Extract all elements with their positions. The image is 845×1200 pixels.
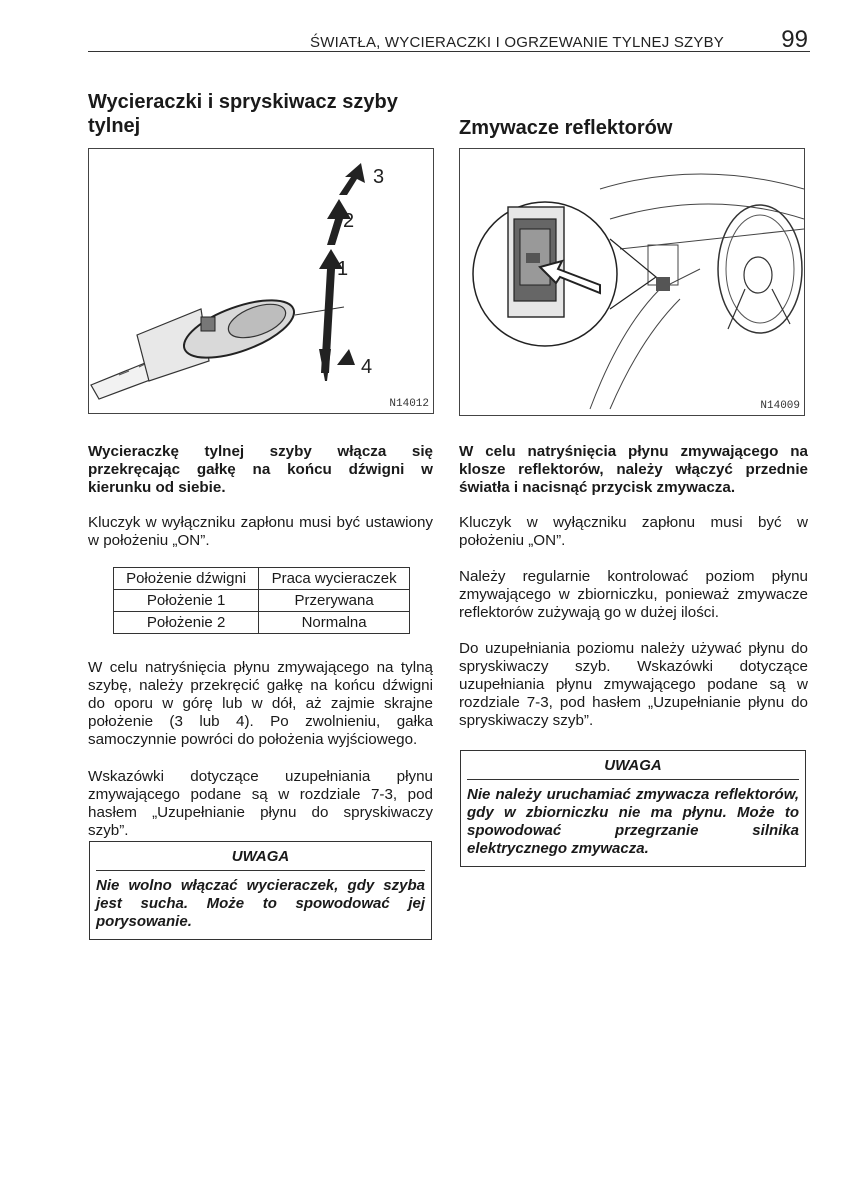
right-section-heading: Zmywacze reflektorów: [459, 117, 673, 139]
position-label-1: 1: [337, 258, 349, 280]
right-refill-text: Do uzupełniania poziomu należy używać płynu do spryskiwaczy szyb. Wskazówki dotyczące uzupełniania płynu zmywającego podane są w rozdziale 7-3, pod hasłem „Uzupełnianie płynu do spryskiwaczy szyb”.: [459, 640, 808, 729]
left-key-note: Kluczyk w wyłączniku zapłonu musi być ustawiony w położeniu „ON”.: [88, 514, 433, 549]
left-washer-text: W celu natryśnięcia płynu zmywającego na tylną szybę, należy przekręcić gałkę na końcu dźwigni do oporu w górę lub w dół, aż zajmie skrajne położenie (3 lub 4). Po zwolnieniu, gałka samoczynnie powróci do położenia wyjściowego.: [88, 659, 433, 748]
table-cell: Położenie 2: [114, 612, 259, 634]
right-key-note: Kluczyk w wyłączniku zapłonu musi być w położeniu „ON”.: [459, 514, 808, 549]
header-rule: [88, 51, 810, 52]
page-number: 99: [781, 26, 808, 53]
page-header: [88, 26, 808, 52]
right-intro-text: W celu natryśnięcia płynu zmywającego na klosze reflektorów, należy włączyć przednie światła i nacisnąć przycisk zmywacza.: [459, 443, 808, 496]
lever-position-table: [113, 567, 410, 634]
right-level-text: Należy regularnie kontrolować poziom płynu zmywającego w zbiorniczku, ponieważ zmywacze reflektorów zużywają go w dużej ilości.: [459, 568, 808, 621]
table-cell: Położenie 1: [114, 590, 259, 612]
caution-title: UWAGA: [231, 848, 290, 865]
table-header-row: [114, 568, 410, 590]
running-title: ŚWIATŁA, WYCIERACZKI I OGRZEWANIE TYLNEJ SZYBY: [310, 34, 724, 51]
caution-title: UWAGA: [604, 757, 662, 774]
left-intro-text: Wycieraczkę tylnej szyby włącza się przekręcając gałkę na końcu dźwigni w kierunku od siebie.: [88, 443, 433, 496]
figure-code: N14009: [760, 400, 800, 412]
right-column: [459, 116, 804, 140]
left-heading-line1: Wycieraczki i spryskiwacz szyby: [88, 91, 398, 113]
figure-code: N14012: [389, 398, 429, 410]
rear-wiper-lever-illustration: [88, 148, 434, 414]
left-section-heading: [88, 90, 433, 138]
position-label-4: 4: [361, 356, 373, 378]
position-label-3: 3: [373, 166, 385, 188]
table-cell: Normalna: [259, 612, 410, 634]
left-caution-box: [89, 841, 432, 940]
wiper-lever-drawing: [89, 149, 433, 413]
left-column: [88, 90, 433, 138]
table-row: [114, 612, 410, 634]
table-cell: Przerywana: [259, 590, 410, 612]
right-caution-box: [460, 750, 806, 867]
table-row: [114, 590, 410, 612]
caution-text: Nie należy uruchamiać zmywacza reflektorów, gdy w zbiorniczku nie ma płynu. Może to spowodować przegrzanie silnika elektrycznego zmywacza.: [467, 786, 799, 857]
table-header-cell: Praca wycieraczek: [259, 568, 410, 590]
caution-text: Nie wolno włączać wycieraczek, gdy szyba jest sucha. Może to spowodować jej porysowanie.: [96, 877, 425, 930]
left-heading-line2: tylnej: [88, 115, 141, 137]
left-refill-text: Wskazówki dotyczące uzupełniania płynu zmywającego podane są w rozdziale 7-3, pod hasłem „Uzupełnianie płynu do spryskiwaczy szyb”.: [88, 768, 433, 839]
table-header-cell: Położenie dźwigni: [114, 568, 259, 590]
dashboard-drawing: [460, 149, 804, 415]
headlamp-cleaner-illustration: [459, 148, 805, 416]
position-label-2: 2: [343, 210, 355, 232]
